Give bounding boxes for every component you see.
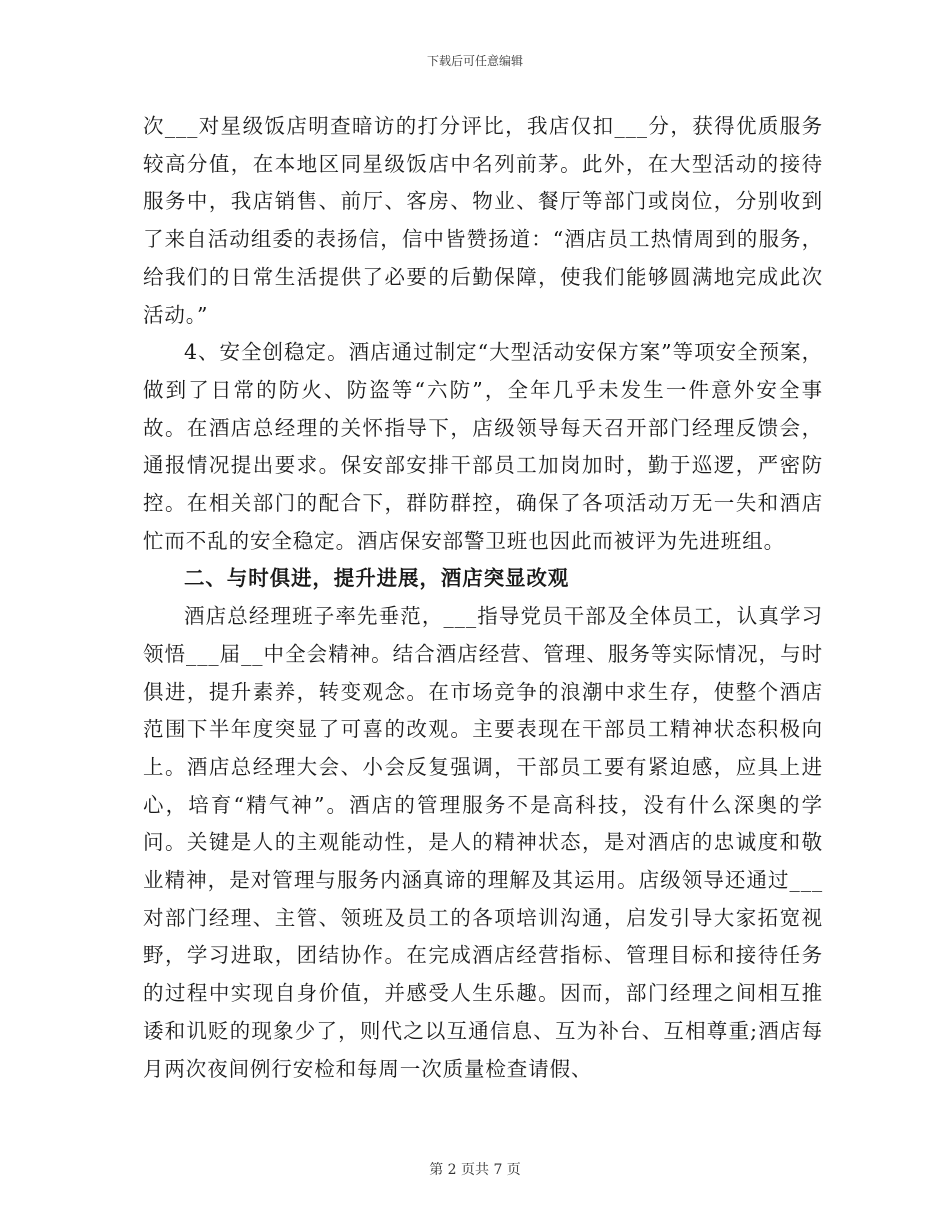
page-header: 下载后可任意编辑 [426,54,523,68]
document-body [143,108,823,1088]
paragraph-safety: 4、安全创稳定。酒店通过制定“大型活动安保方案”等项安全预案，做到了日常的防火、防盗等“六防”，全年几乎未发生一件意外安全事故。在酒店总经理的关怀指导下，店级领导每天召开部门经理反馈会，通报情况提出要求。保安部安排干部员工加岗加时，勤于巡逻，严密防控。在相关部门的配合下，群防群控，确保了各项活动万无一失和酒店忙而不乱的安全稳定。酒店保安部警卫班也因此而被评为先进班组。 [143,340,823,553]
paragraph-continued: 次___对星级饭店明查暗访的打分评比，我店仅扣___分，获得优质服务较高分值，在本地区同星级饭店中名列前茅。此外，在大型活动的接待服务中，我店销售、前厅、客房、物业、餐厅等部门或岗位，分别收到了来自活动组委的表扬信，信中皆赞扬道：“酒店员工热情周到的服务，给我们的日常生活提供了必要的后勤保障，使我们能够圆满地完成此次活动。” [143,114,823,327]
section-heading-2: 二、与时俱进，提升进展，酒店突显改观 [184,566,570,591]
page-footer: 第 2 页共 7 页 [429,1162,521,1178]
paragraph-progress: 酒店总经理班子率先垂范，___指导党员干部及全体员工，认真学习领悟___届__中全会精神。结合酒店经营、管理、服务等实际情况，与时俱进，提升素养，转变观念。在市场竞争的浪潮中求生存，使整个酒店范围下半年度突显了可喜的改观。主要表现在干部员工精神状态积极向上。酒店总经理大会、小会反复强调，干部员工要有紧迫感，应具上进心，培育“精气神”。酒店的管理服务不是高科技，没有什么深奥的学问。关键是人的主观能动性，是人的精神状态，是对酒店的忠诚度和敬业精神，是对管理与服务内涵真谛的理解及其运用。店级领导还通过___对部门经理、主管、领班及员工的各项培训沟通，启发引导大家拓宽视野，学习进取，团结协作。在完成酒店经营指标、管理目标和接待任务的过程中实现自身价值，并感受人生乐趣。因而，部门经理之间相互推诿和讥贬的现象少了，则代之以互通信息、互为补台、互相尊重;酒店每月两次夜间例行安检和每周一次质量检查请假、 [143,604,823,1081]
